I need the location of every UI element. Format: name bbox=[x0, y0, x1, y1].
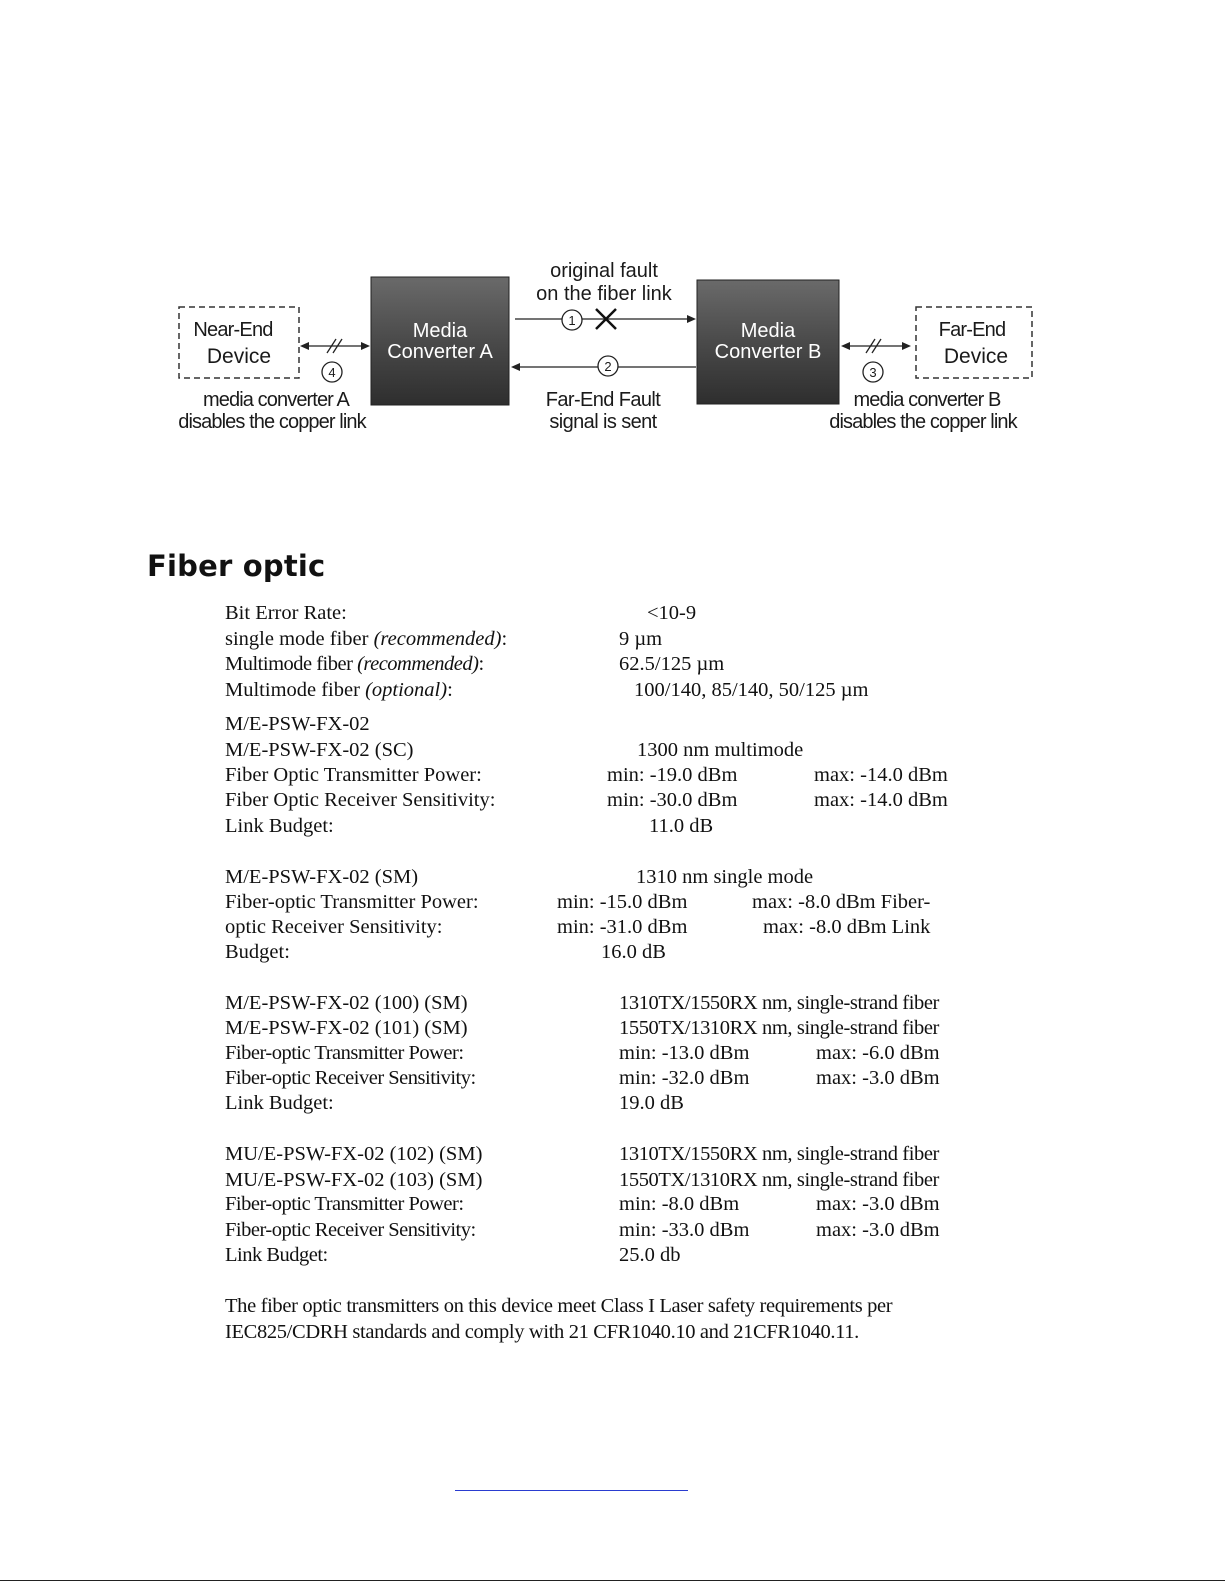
block2-rx-max: max: -8.0 dBm Link bbox=[763, 916, 931, 938]
converter-b-line1: Media bbox=[740, 320, 796, 342]
media-converter-b bbox=[697, 280, 839, 404]
block3-rx-label: Fiber-optic Receiver Sensitivity: bbox=[225, 1067, 476, 1089]
block4-rx-min: min: -33.0 dBm bbox=[619, 1219, 750, 1241]
block1-mode: 1300 nm multimode bbox=[637, 739, 804, 761]
top-caption-line2: on the fiber link bbox=[536, 283, 672, 305]
safety-note-line1: The fiber optic transmitters on this device meet Class I Laser safety requirements per bbox=[225, 1295, 893, 1317]
block2-rx-min: min: -31.0 dBm bbox=[557, 916, 688, 938]
step-3-icon bbox=[863, 362, 883, 382]
copper-link-right bbox=[841, 339, 911, 353]
mmf-optional-value: 100/140, 85/140, 50/125 µm bbox=[634, 679, 869, 701]
block2-tx-max: max: -8.0 dBm Fiber- bbox=[752, 891, 931, 913]
near-end-device-line1: Near-End bbox=[193, 319, 273, 341]
top-caption-line1: original fault bbox=[550, 260, 658, 282]
block3-lb-value: 19.0 dB bbox=[619, 1092, 684, 1114]
block2-lb-value: 16.0 dB bbox=[601, 941, 666, 963]
far-end-device bbox=[916, 307, 1032, 378]
left-caption-line2: disables the copper link bbox=[178, 411, 366, 433]
block1-tx-max: max: -14.0 dBm bbox=[814, 764, 948, 786]
mmf-value: 62.5/125 µm bbox=[619, 653, 725, 675]
middle-caption-line1: Far-End Fault bbox=[545, 389, 661, 411]
block1-model: M/E-PSW-FX-02 bbox=[225, 713, 370, 735]
block3-mode-b: 1550TX/1310RX nm, single-strand fiber bbox=[619, 1017, 939, 1039]
block4-tx-min: min: -8.0 dBm bbox=[619, 1193, 740, 1215]
block3-tx-min: min: -13.0 dBm bbox=[619, 1042, 750, 1064]
block1-rx-label: Fiber Optic Receiver Sensitivity: bbox=[225, 789, 496, 811]
block1-model-sc: M/E-PSW-FX-02 (SC) bbox=[225, 739, 414, 761]
svg-text:3: 3 bbox=[869, 365, 877, 380]
block2-rx-label: optic Receiver Sensitivity: bbox=[225, 916, 443, 938]
svg-text:4: 4 bbox=[328, 365, 336, 380]
svg-text:2: 2 bbox=[604, 359, 612, 374]
block4-mode-a: 1310TX/1550RX nm, single-strand fiber bbox=[619, 1143, 939, 1165]
svg-text:1: 1 bbox=[568, 313, 576, 328]
block4-lb-value: 25.0 db bbox=[619, 1244, 681, 1266]
smf-label: single mode fiber (recommended): bbox=[225, 628, 508, 650]
copper-link-left bbox=[300, 339, 370, 353]
left-caption-line1: media converter A bbox=[203, 389, 349, 411]
fault-propagation-diagram bbox=[0, 0, 1225, 470]
right-caption-line1: media converter B bbox=[853, 389, 1001, 411]
mmf-optional-label: Multimode fiber (optional): bbox=[225, 679, 453, 701]
step-1-icon bbox=[562, 310, 582, 330]
converter-a-line1: Media bbox=[412, 320, 468, 342]
block3-lb-label: Link Budget: bbox=[225, 1092, 334, 1114]
block3-tx-max: max: -6.0 dBm bbox=[816, 1042, 940, 1064]
block1-lb-value: 11.0 dB bbox=[649, 815, 714, 837]
block4-tx-label: Fiber-optic Transmitter Power: bbox=[225, 1193, 464, 1215]
section-title: Fiber optic bbox=[147, 549, 326, 583]
block2-tx-min: min: -15.0 dBm bbox=[557, 891, 688, 913]
block4-model-a: MU/E-PSW-FX-02 (102) (SM) bbox=[225, 1143, 483, 1165]
right-caption-line2: disables the copper link bbox=[829, 411, 1017, 433]
block2-tx-label: Fiber-optic Transmitter Power: bbox=[225, 891, 479, 913]
step-4-icon bbox=[322, 362, 342, 382]
converter-b-line2: Converter B bbox=[714, 341, 822, 363]
page-bottom-rule bbox=[0, 1580, 1225, 1581]
block3-rx-max: max: -3.0 dBm bbox=[816, 1067, 940, 1089]
block1-tx-min: min: -19.0 dBm bbox=[607, 764, 738, 786]
footer-link[interactable] bbox=[455, 1490, 688, 1491]
block4-model-b: MU/E-PSW-FX-02 (103) (SM) bbox=[225, 1169, 483, 1191]
ber-value: <10-9 bbox=[647, 602, 697, 624]
block3-rx-min: min: -32.0 dBm bbox=[619, 1067, 750, 1089]
block4-tx-max: max: -3.0 dBm bbox=[816, 1193, 940, 1215]
block4-rx-label: Fiber-optic Receiver Sensitivity: bbox=[225, 1219, 476, 1241]
block4-mode-b: 1550TX/1310RX nm, single-strand fiber bbox=[619, 1169, 939, 1191]
block4-lb-label: Link Budget: bbox=[225, 1244, 328, 1266]
far-end-device-line2: Device bbox=[943, 345, 1009, 368]
middle-caption-line2: signal is sent bbox=[549, 411, 657, 433]
block1-tx-label: Fiber Optic Transmitter Power: bbox=[225, 764, 482, 786]
far-end-device-line1: Far-End bbox=[938, 319, 1006, 341]
block1-rx-min: min: -30.0 dBm bbox=[607, 789, 738, 811]
block4-rx-max: max: -3.0 dBm bbox=[816, 1219, 940, 1241]
ber-label: Bit Error Rate: bbox=[225, 602, 347, 624]
converter-a-line2: Converter A bbox=[387, 341, 493, 363]
block1-rx-max: max: -14.0 dBm bbox=[814, 789, 948, 811]
step-2-icon bbox=[598, 356, 618, 376]
block3-mode-a: 1310TX/1550RX nm, single-strand fiber bbox=[619, 992, 939, 1014]
block3-model-b: M/E-PSW-FX-02 (101) (SM) bbox=[225, 1017, 468, 1039]
smf-value: 9 µm bbox=[619, 628, 663, 650]
block3-tx-label: Fiber-optic Transmitter Power: bbox=[225, 1042, 464, 1064]
media-converter-a bbox=[371, 277, 509, 405]
near-end-device bbox=[179, 307, 299, 378]
block2-model: M/E-PSW-FX-02 (SM) bbox=[225, 866, 419, 888]
block1-lb-label: Link Budget: bbox=[225, 815, 334, 837]
block2-mode: 1310 nm single mode bbox=[636, 866, 814, 888]
block2-lb-label: Budget: bbox=[225, 941, 290, 963]
block3-model-a: M/E-PSW-FX-02 (100) (SM) bbox=[225, 992, 468, 1014]
near-end-device-line2: Device bbox=[206, 345, 272, 368]
safety-note-line2: IEC825/CDRH standards and comply with 21 CFR1040.10 and 21CFR1040.11. bbox=[225, 1321, 859, 1343]
mmf-label: Multimode fiber (recommended): bbox=[225, 653, 484, 675]
